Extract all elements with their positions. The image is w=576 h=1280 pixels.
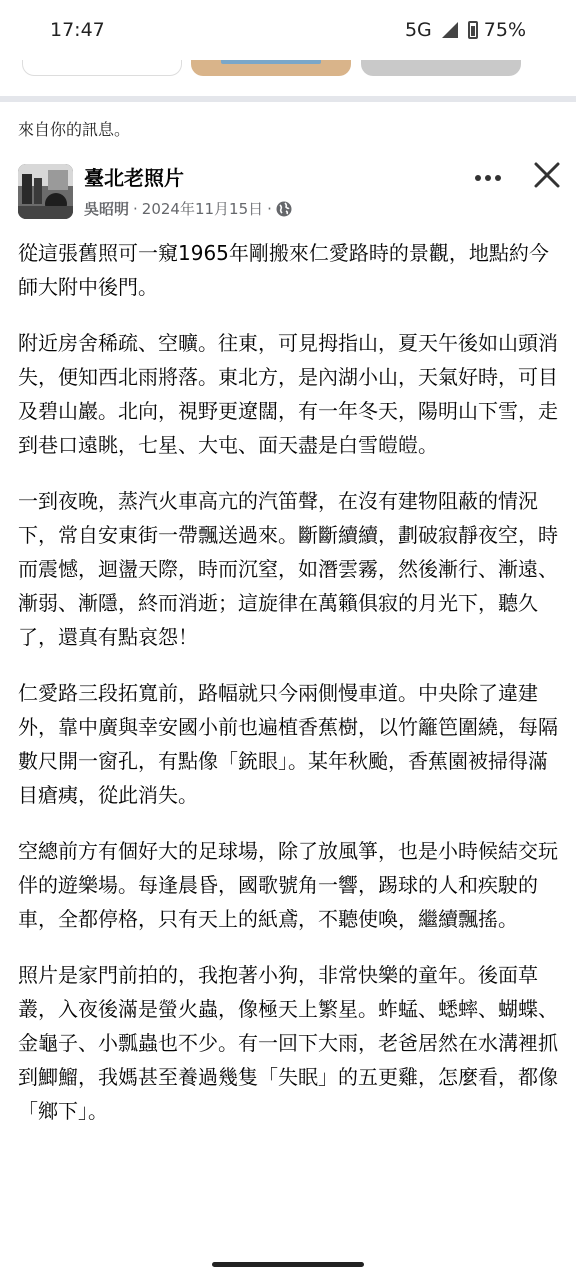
section-divider (0, 96, 576, 102)
battery-icon (468, 21, 478, 39)
status-time: 17:47 (50, 19, 105, 41)
media-chip-strip (0, 60, 576, 96)
more-horizontal-icon[interactable] (470, 166, 506, 190)
page-name[interactable]: 臺北老照片 (84, 166, 184, 190)
meta-separator: · (267, 199, 272, 218)
post-paragraph: 一到夜晚，蒸汽火車高亢的汽笛聲，在沒有建物阻蔽的情況下，常自安東街一帶飄送過來。斷斷續續，劃破寂靜夜空，時而震憾，迴盪天際，時而沉窒，如潛雲霧，然後漸行、漸遠、漸弱、漸隱，終而消逝；這旋律在萬籟俱寂的月光下，聽久了，還真有點哀怨！ (18, 489, 558, 649)
network-type: 5G (404, 19, 432, 41)
post-header (18, 160, 558, 222)
post-paragraph: 照片是家門前拍的，我抱著小狗，非常快樂的童年。後面草叢，入夜後滿是螢火蟲，像極天上繁星。蚱蜢、蟋蟀、蝴蝶、金龜子、小瓢蟲也不少。有一回下大雨，老爸居然在水溝裡抓到鯽鰡，我媽甚至養過幾隻「失眠」的五更雞，怎麼看，都像「鄉下」。 (18, 963, 558, 1123)
media-chip[interactable] (191, 60, 351, 76)
globe-icon (276, 201, 292, 217)
post-date[interactable]: 2024年11月15日 (141, 200, 264, 218)
home-indicator[interactable] (212, 1262, 364, 1267)
post-paragraph: 仁愛路三段拓寬前，路幅就只今兩側慢車道。中央除了違建外，靠中廣與幸安國小前也遍植香蕉樹，以竹籬笆圍繞，每隔數尺開一窗孔，有點像「銃眼」。某年秋颱，香蕉園被掃得滿目瘡痍，從此消失。 (18, 681, 558, 807)
post-paragraph: 從這張舊照可一窺1965年剛搬來仁愛路時的景觀，地點約今師大附中後門。 (18, 241, 549, 299)
media-chip[interactable] (361, 60, 521, 76)
status-indicators (405, 19, 526, 41)
post-paragraph: 空總前方有個好大的足球場，除了放風箏，也是小時候結交玩伴的遊樂場。每逢晨昏，國歌號角一響，踢球的人和疾駛的車，全都停格，只有天上的紙鳶，不聽使喚，繼續飄搖。 (18, 839, 558, 931)
status-bar (0, 0, 576, 60)
media-chip[interactable] (22, 60, 182, 76)
post-meta (84, 198, 292, 219)
post-body (18, 236, 560, 1150)
meta-separator: · (133, 199, 138, 218)
page-avatar[interactable] (18, 164, 73, 219)
battery-percent: 75% (483, 19, 526, 41)
close-icon[interactable] (532, 160, 562, 190)
post-author[interactable]: 吳昭明 (84, 200, 130, 218)
from-message-label: 來自你的訊息。 (18, 120, 131, 139)
signal-icon (442, 22, 458, 38)
post-paragraph: 附近房舍稀疏、空曠。往東，可見拇指山，夏天午後如山頭消失，便知西北雨將落。東北方，是內湖小山，天氣好時，可目及碧山巖。北向，視野更遼闊，有一年冬天，陽明山下雪，走到巷口遠眺，七星、大屯、面天盡是白雪皚皚。 (18, 331, 558, 457)
